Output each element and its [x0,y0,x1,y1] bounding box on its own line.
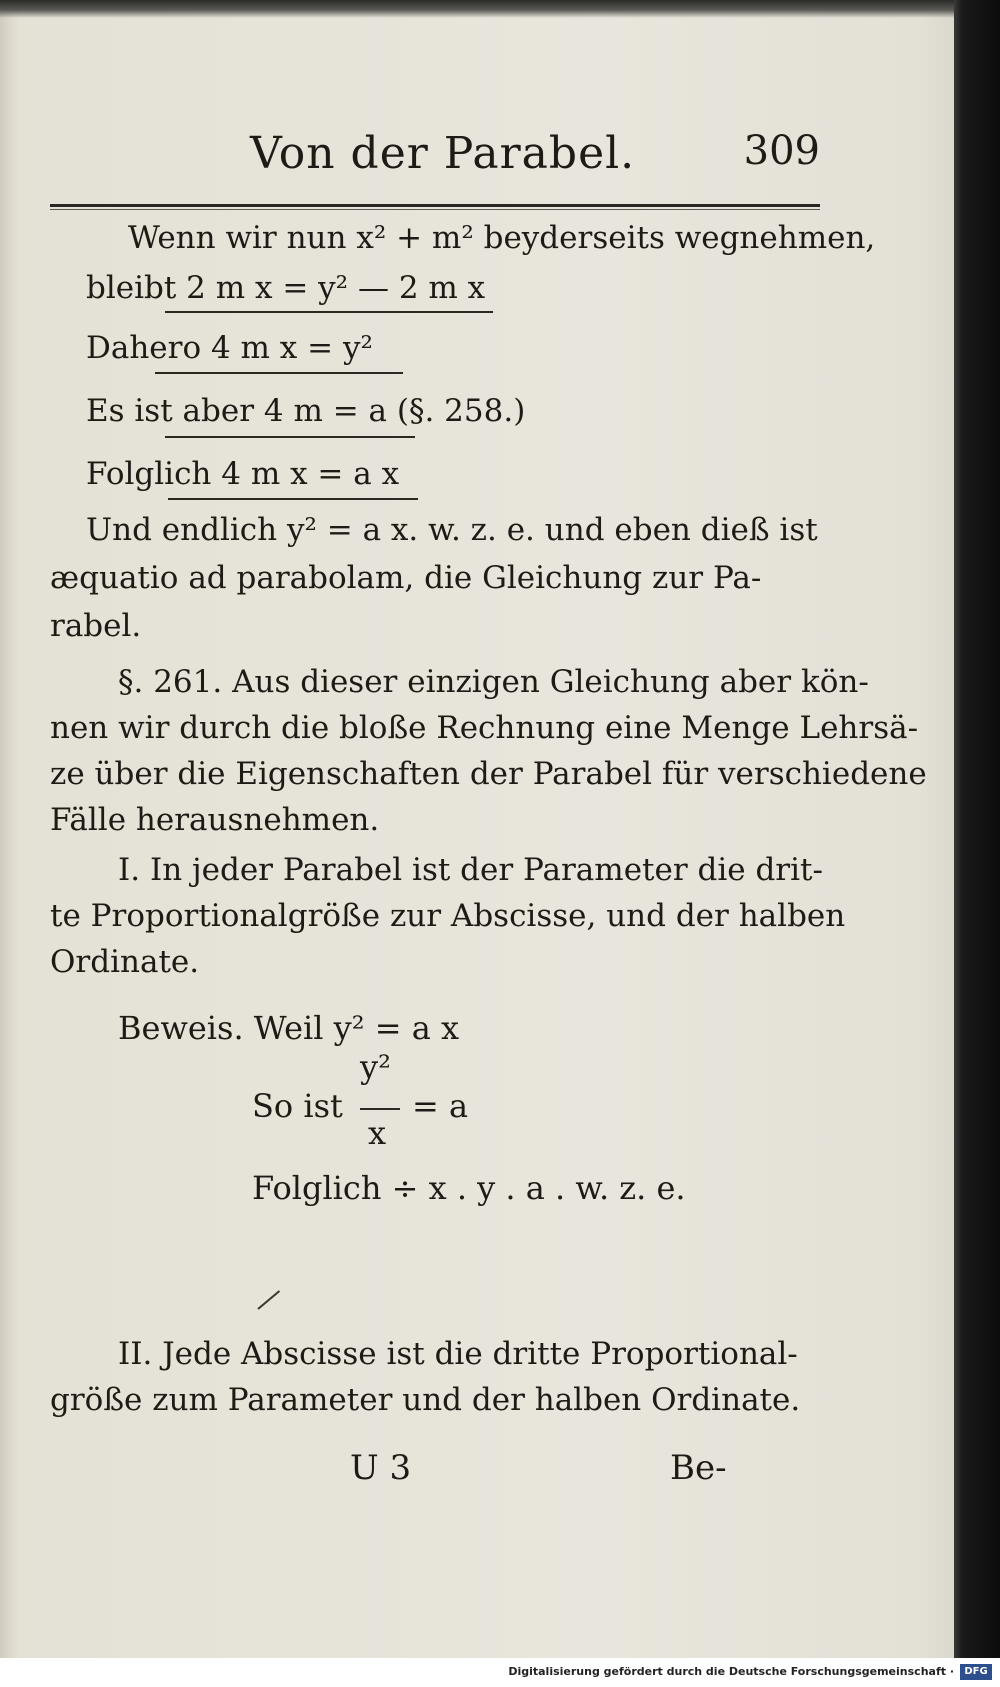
dfg-logo-icon: DFG [960,1664,992,1680]
equation-underline [168,498,418,500]
equation-underline [155,372,403,374]
header-rule [50,204,820,210]
digitization-footer [0,1658,1000,1687]
scan-top-edge-shadow [0,0,954,18]
equation-dahero: Dahero 4 m x = y² [86,330,373,366]
page-number: 309 [743,128,820,174]
section-261-line-2: nen wir durch die bloße Rechnung eine Menge Lehrsä- [50,710,919,746]
page-header [50,120,820,190]
theorem-1-line-2: te Proportionalgröße zur Abscisse, und der halben [50,898,846,934]
fraction-numerator: y² [360,1048,391,1086]
catchword: Be- [670,1448,727,1488]
equation-underline [165,311,493,313]
pencil-mark [257,1290,280,1310]
book-gutter-edge [954,0,1000,1658]
fraction-denominator: x [368,1114,387,1152]
theorem-1-line-3: Ordinate. [50,944,200,980]
text-line-8: rabel. [50,608,142,644]
fraction-bar [360,1108,400,1110]
text-line-1: Wenn wir nun x² + m² beyderseits wegnehmen, [128,220,876,256]
conclusion-line: Folglich ÷ x . y . a . w. z. e. [252,1169,686,1207]
equation-underline [165,436,415,438]
text-line-7: æquatio ad parabolam, die Gleichung zur Pa- [50,560,762,596]
theorem-2-line-1: II. Jede Abscisse ist die dritte Proportional- [118,1336,798,1372]
signature-mark: U 3 [350,1448,412,1488]
running-title: Von der Parabel. [250,128,636,179]
section-261-line-1: §. 261. Aus dieser einzigen Gleichung aber kön- [118,664,869,700]
equation-folglich: Folglich 4 m x = a x [86,456,400,492]
proof-line: Beweis. Weil y² = a x [118,1009,459,1047]
section-261-line-3: ze über die Eigenschaften der Parabel für verschiedene [50,756,927,792]
theorem-1-line-1: I. In jeder Parabel ist der Parameter die drit- [118,852,823,888]
theorem-2-line-2: größe zum Parameter und der halben Ordinate. [50,1382,801,1418]
text-line-6: Und endlich y² = a x. w. z. e. und eben dieß ist [86,512,818,548]
digitization-credit: Digitalisierung gefördert durch die Deutsche Forschungsgemeinschaft · [508,1665,954,1678]
section-261-line-4: Fälle herausnehmen. [50,802,380,838]
book-page [10,18,954,1658]
fraction-left-text: So ist [252,1087,343,1125]
equation-bleibt: bleibt 2 m x = y² — 2 m x [86,270,486,306]
equation-es-ist: Es ist aber 4 m = a (§. 258.) [86,393,526,429]
fraction-right-text: = a [412,1087,469,1125]
